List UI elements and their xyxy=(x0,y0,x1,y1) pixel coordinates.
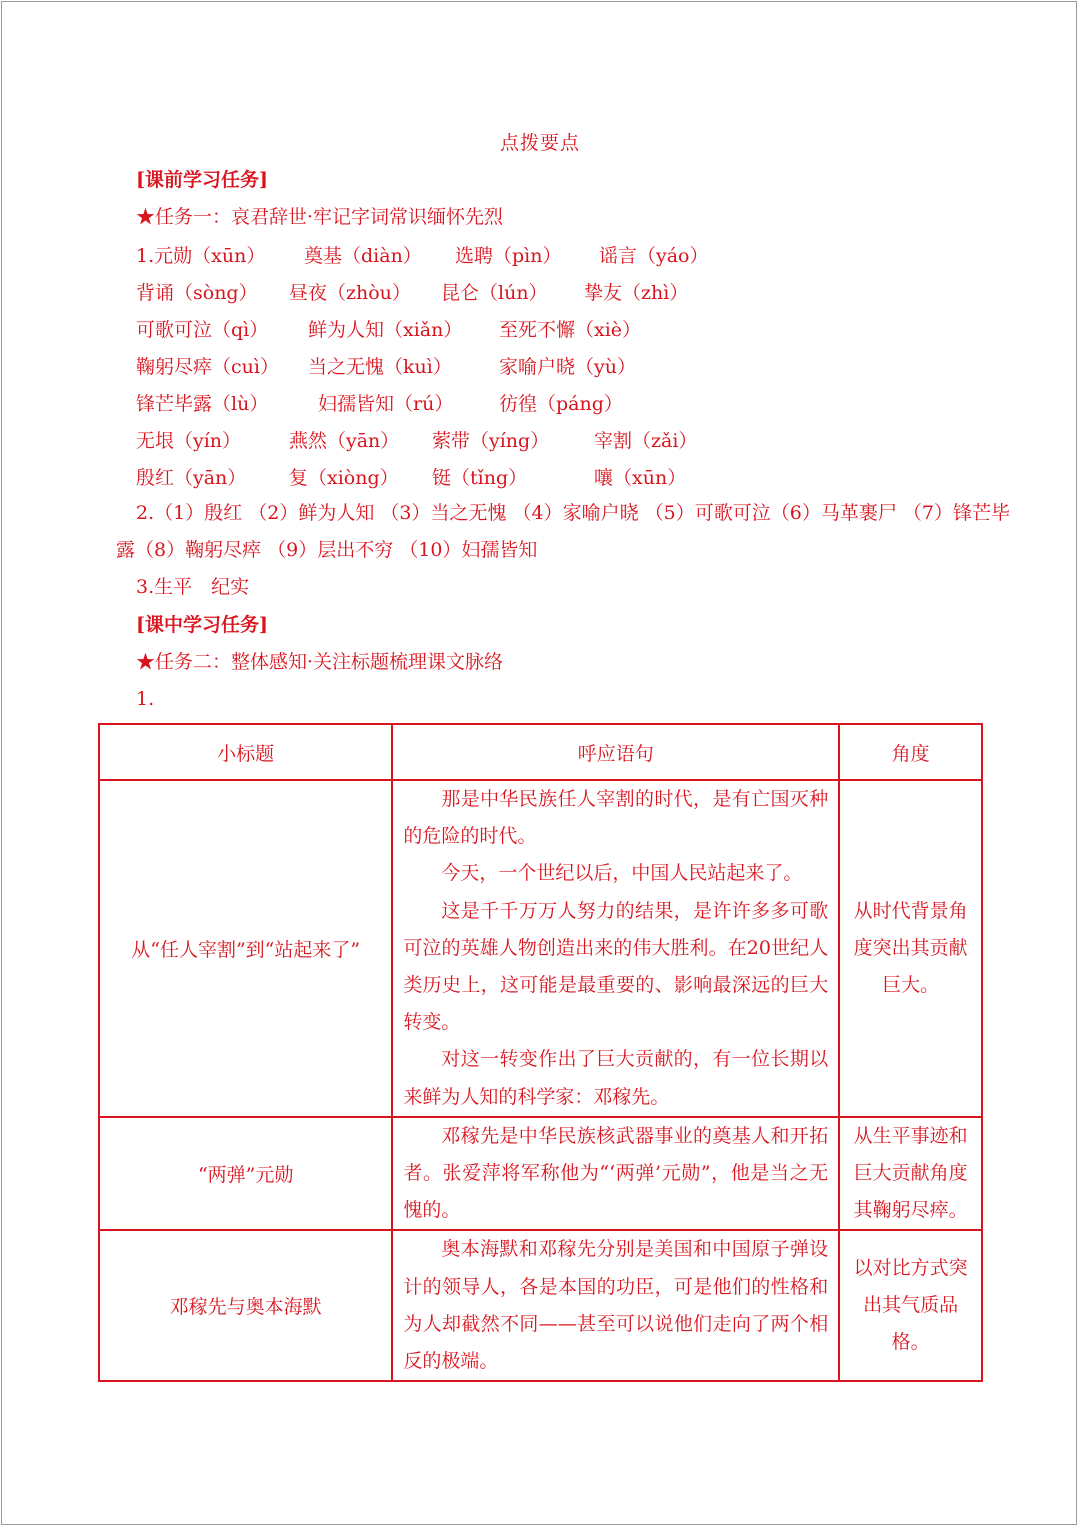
table-cell-quotes xyxy=(392,1117,839,1231)
table-header: 小标题 xyxy=(99,724,392,780)
vocab-item: 挚友（zhì） xyxy=(584,282,689,304)
angle-text: 从生平事迹和巨大贡献角度其鞠躬尽瘁。 xyxy=(853,1124,968,1222)
table-cell-subtitle: 邓稼先与奥本海默 xyxy=(99,1230,392,1381)
vocab-item: 彷徨（páng） xyxy=(499,393,623,415)
item-number: 1. xyxy=(136,688,155,710)
table-cell-subtitle: “两弹”元勋 xyxy=(99,1117,392,1231)
angle-text: 从时代背景角度突出其贡献巨大。 xyxy=(853,899,968,997)
quote-paragraph: 邓稼先是中华民族核武器事业的奠基人和开拓者。张爱萍将军称他为“‘两弹’元勋”，他是当之无愧的。 xyxy=(403,1124,829,1222)
table-header: 角度 xyxy=(839,724,982,780)
table-cell-quotes xyxy=(392,1230,839,1381)
answer-3: 3.生平 纪实 xyxy=(136,576,250,598)
table-cell-angle xyxy=(839,1117,982,1231)
vocab-item: 殷红（yān） xyxy=(136,467,247,489)
table-cell-angle xyxy=(839,780,982,1117)
table-row xyxy=(99,1117,982,1231)
vocab-item: 萦带（yíng） xyxy=(432,430,550,452)
vocab-item: 昆仑（lún） xyxy=(441,282,548,304)
vocab-item: 铤（tǐng） xyxy=(432,467,528,489)
angle-text: 以对比方式突出其气质品格。 xyxy=(853,1257,968,1354)
vocab-item: 昼夜（zhòu） xyxy=(289,282,411,304)
task-one-heading: ★任务一：哀君辞世·牢记字词常识缅怀先烈 xyxy=(136,206,504,228)
structure-table xyxy=(98,723,983,1382)
task-two-heading: ★任务二：整体感知·关注标题梳理课文脉络 xyxy=(136,651,504,673)
vocab-item: 1.元勋（xūn） xyxy=(136,245,266,267)
table-cell-quotes xyxy=(392,780,839,1117)
vocab-item: 选聘（pìn） xyxy=(455,245,562,267)
quote-paragraph: 今天，一个世纪以后，中国人民站起来了。 xyxy=(441,862,803,885)
vocab-item: 至死不懈（xiè） xyxy=(499,319,642,341)
answer-2-line2: 露（8）鞠躬尽瘁 （9）层出不穷 （10）妇孺皆知 xyxy=(116,539,538,561)
table-row xyxy=(99,780,982,1117)
page-title: 点拨要点 xyxy=(499,132,580,154)
vocab-item: 复（xiòng） xyxy=(289,467,399,489)
vocab-item: 鞠躬尽瘁（cuì） xyxy=(136,356,279,378)
section-heading-pre-class: [课前学习任务] xyxy=(136,169,268,191)
vocab-item: 当之无愧（kuì） xyxy=(308,356,452,378)
vocab-item: 家喻户晓（yù） xyxy=(499,356,636,378)
table-cell-subtitle: 从“任人宰割”到“站起来了” xyxy=(99,780,392,1117)
quote-paragraph: 那是中华民族任人宰割的时代，是有亡国灭种的危险的时代。 xyxy=(403,788,829,848)
vocab-item: 锋芒毕露（lù） xyxy=(136,393,269,415)
vocab-item: 背诵（sòng） xyxy=(136,282,258,304)
table-header-row xyxy=(99,724,982,780)
vocab-item: 可歌可泣（qì） xyxy=(136,319,269,341)
vocab-item: 妇孺皆知（rú） xyxy=(318,393,454,415)
table-cell-angle xyxy=(839,1230,982,1381)
vocab-item: 鲜为人知（xiǎn） xyxy=(308,319,463,341)
section-heading-in-class: [课中学习任务] xyxy=(136,614,268,636)
table-row xyxy=(99,1230,982,1381)
quote-paragraph: 对这一转变作出了巨大贡献的，有一位长期以来鲜为人知的科学家：邓稼先。 xyxy=(403,1048,829,1108)
table-header: 呼应语句 xyxy=(392,724,839,780)
vocab-item: 奠基（diàn） xyxy=(304,245,422,267)
answer-2-line1: 2.（1）殷红 （2）鲜为人知 （3）当之无愧 （4）家喻户晓 （5）可歌可泣（6）马革裹尸 （7）锋芒毕 xyxy=(136,502,1010,524)
vocab-item: 宰割（zǎi） xyxy=(594,430,698,452)
vocab-item: 嚷（xūn） xyxy=(594,467,687,489)
vocab-item: 无垠（yín） xyxy=(136,430,242,452)
vocab-item: 谣言（yáo） xyxy=(599,245,709,267)
quote-paragraph: 这是千千万万人努力的结果，是许许多多可歌可泣的英雄人物创造出来的伟大胜利。在20世纪人类历史上，这可能是最重要的、影响最深远的巨大转变。 xyxy=(403,899,829,1034)
quote-paragraph: 奥本海默和邓稼先分别是美国和中国原子弹设计的领导人，各是本国的功臣，可是他们的性格和为人却截然不同——甚至可以说他们走向了两个相反的极端。 xyxy=(403,1238,829,1373)
vocab-item: 燕然（yān） xyxy=(289,430,400,452)
